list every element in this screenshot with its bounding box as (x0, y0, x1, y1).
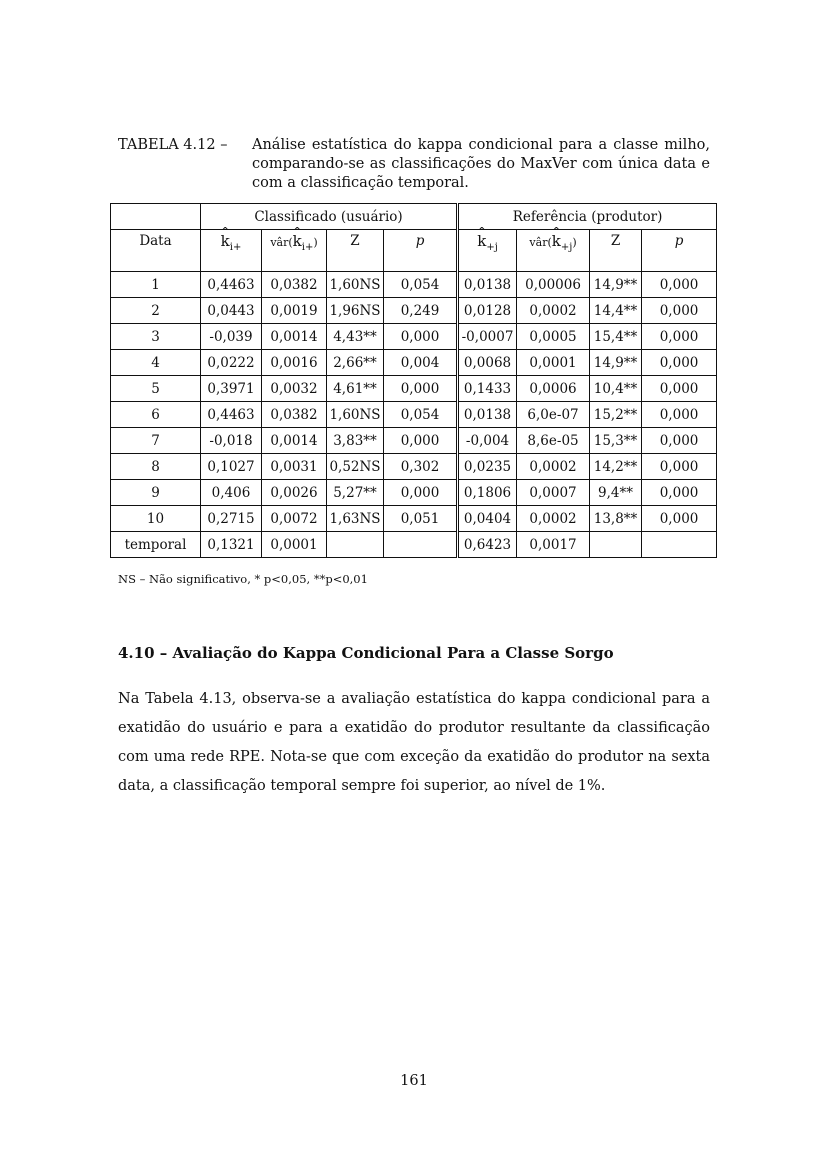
table-cell: 8,6e-05 (517, 428, 590, 454)
table-cell: 0,0138 (458, 272, 517, 298)
var-suffix: ) (572, 236, 577, 249)
table-cell: 0,054 (384, 402, 458, 428)
table-row (111, 506, 717, 532)
table-cell: 7 (111, 428, 201, 454)
table-cell: 0,000 (384, 428, 458, 454)
table-cell: 0,0032 (262, 376, 327, 402)
table-cell: 9 (111, 480, 201, 506)
table-cell: 2 (111, 298, 201, 324)
table-cell: 4,61** (327, 376, 384, 402)
col-header-p-user: p (384, 230, 458, 272)
section-heading: 4.10 – Avaliação do Kappa Condicional Para a Classe Sorgo (118, 644, 614, 662)
table-row (111, 532, 717, 558)
table-cell (327, 532, 384, 558)
k-user-subscript: i+ (301, 242, 314, 253)
table-cell: 4 (111, 350, 201, 376)
table-cell: 0,000 (642, 402, 717, 428)
caption-text: Análise estatística do kappa condicional para a classe milho, comparando-se as classificações do MaxVer com única data e com a classificação temporal. (252, 137, 710, 191)
table-cell: 0,000 (642, 324, 717, 350)
table-cell: 0,000 (642, 376, 717, 402)
table-caption (118, 136, 710, 193)
col-header-k-user (201, 230, 262, 272)
col-header-data: Data (111, 230, 201, 272)
table-cell (384, 532, 458, 558)
table-row (111, 428, 717, 454)
table-cell: 1 (111, 272, 201, 298)
col-header-var-user (262, 230, 327, 272)
table-cell: 0,00006 (517, 272, 590, 298)
empty-header-cell (111, 204, 201, 230)
col-header-var-producer (517, 230, 590, 272)
body-paragraph: Na Tabela 4.13, observa-se a avaliação estatística do kappa condicional para a exatidão do usuário e para a exatidão do produtor resultante da classificação com uma rede RPE. Nota-se que com exceção da exatidão do produtor na sexta data, a classificação temporal sempre foi superior, ao nível de 1%. (118, 691, 710, 794)
k-user-subscript: i+ (229, 242, 242, 253)
group-header-producer: Referência (produtor) (458, 204, 717, 230)
table-cell: 0,1433 (458, 376, 517, 402)
table-cell: 6 (111, 402, 201, 428)
table-cell: 4,43** (327, 324, 384, 350)
var-suffix: ) (313, 236, 318, 249)
table-cell: 0,000 (642, 272, 717, 298)
table-cell: 14,9** (590, 350, 642, 376)
table-cell: temporal (111, 532, 201, 558)
table-cell: 0,0005 (517, 324, 590, 350)
table-cell: 0,0017 (517, 532, 590, 558)
table-cell: 0,000 (384, 376, 458, 402)
table-cell: 1,96NS (327, 298, 384, 324)
table-cell: 10 (111, 506, 201, 532)
table-cell: 0,0014 (262, 428, 327, 454)
table-cell: 0,000 (642, 506, 717, 532)
col-header-p-producer: p (642, 230, 717, 272)
table-cell: 14,2** (590, 454, 642, 480)
var-prefix: vâr( (270, 236, 293, 249)
table-cell: 0,4463 (201, 272, 262, 298)
col-header-z-user: Z (327, 230, 384, 272)
table-cell: 0,004 (384, 350, 458, 376)
table-cell: 0,0404 (458, 506, 517, 532)
table-row (111, 298, 717, 324)
table-cell: 9,4** (590, 480, 642, 506)
table-row (111, 402, 717, 428)
table-cell: 0,0002 (517, 506, 590, 532)
table-cell: 8 (111, 454, 201, 480)
table-cell: 1,63NS (327, 506, 384, 532)
table-cell: 0,0072 (262, 506, 327, 532)
table-cell: 14,9** (590, 272, 642, 298)
caption-label: TABELA 4.12 – (118, 137, 228, 153)
table-note: NS – Não significativo, * p<0,05, **p<0,01 (118, 572, 368, 586)
table-cell: 5,27** (327, 480, 384, 506)
table-cell: 0,3971 (201, 376, 262, 402)
table-cell: 1,60NS (327, 272, 384, 298)
col-header-z-producer: Z (590, 230, 642, 272)
table-cell: 0,000 (642, 298, 717, 324)
table-cell: 0,249 (384, 298, 458, 324)
table-row (111, 272, 717, 298)
table-cell: 3 (111, 324, 201, 350)
table-cell: 0,000 (642, 480, 717, 506)
table-cell (642, 532, 717, 558)
table-cell: 0,0026 (262, 480, 327, 506)
table-cell: 6,0e-07 (517, 402, 590, 428)
k-hat-symbol: ^ k (477, 233, 486, 249)
table-cell: 0,1321 (201, 532, 262, 558)
table-cell: 0,0002 (517, 298, 590, 324)
table-cell: 0,0443 (201, 298, 262, 324)
table-cell: 10,4** (590, 376, 642, 402)
table-cell: 14,4** (590, 298, 642, 324)
table-cell: 0,0138 (458, 402, 517, 428)
table-cell: -0,039 (201, 324, 262, 350)
table-cell: 0,000 (384, 480, 458, 506)
table-cell: 15,3** (590, 428, 642, 454)
table-cell: 0,000 (642, 350, 717, 376)
table-cell: 0,302 (384, 454, 458, 480)
table-cell: 13,8** (590, 506, 642, 532)
table-cell: 0,0001 (262, 532, 327, 558)
table-cell: -0,018 (201, 428, 262, 454)
table-cell: 0,0006 (517, 376, 590, 402)
table-cell: -0,004 (458, 428, 517, 454)
table-cell: 0,0068 (458, 350, 517, 376)
table-row (111, 376, 717, 402)
table-cell: 0,52NS (327, 454, 384, 480)
col-header-k-producer (458, 230, 517, 272)
k-producer-subscript: +j (560, 242, 573, 253)
page-number: 161 (400, 1073, 428, 1089)
table-cell: 0,0002 (517, 454, 590, 480)
table-cell: 0,0019 (262, 298, 327, 324)
table-cell: 0,406 (201, 480, 262, 506)
table-cell: 3,83** (327, 428, 384, 454)
k-producer-subscript: +j (486, 242, 498, 253)
table-body (111, 272, 717, 558)
table-cell (590, 532, 642, 558)
kappa-table (110, 203, 717, 558)
table-cell: 15,4** (590, 324, 642, 350)
table-cell: 0,000 (642, 454, 717, 480)
table-row (111, 350, 717, 376)
table-cell: 1,60NS (327, 402, 384, 428)
table-row (111, 454, 717, 480)
table-cell: 0,0007 (517, 480, 590, 506)
k-hat-symbol: ^ k (293, 233, 302, 249)
var-prefix: vâr( (529, 236, 552, 249)
table-cell: 15,2** (590, 402, 642, 428)
table-cell: 0,1027 (201, 454, 262, 480)
group-header-row (111, 204, 717, 230)
column-header-row (111, 230, 717, 272)
table-cell: -0,0007 (458, 324, 517, 350)
table-cell: 0,0001 (517, 350, 590, 376)
table-cell: 0,000 (642, 428, 717, 454)
group-header-user: Classificado (usuário) (201, 204, 458, 230)
table-cell: 0,0382 (262, 402, 327, 428)
k-hat-symbol: ^ k (552, 233, 561, 249)
table-cell: 0,4463 (201, 402, 262, 428)
table-row (111, 480, 717, 506)
table-row (111, 324, 717, 350)
table-cell: 0,1806 (458, 480, 517, 506)
table-cell: 5 (111, 376, 201, 402)
table-cell: 0,0382 (262, 272, 327, 298)
table-cell: 0,0031 (262, 454, 327, 480)
table-cell: 0,0222 (201, 350, 262, 376)
table-cell: 0,2715 (201, 506, 262, 532)
table-cell: 0,000 (384, 324, 458, 350)
table-cell: 0,0128 (458, 298, 517, 324)
table-cell: 2,66** (327, 350, 384, 376)
table-cell: 0,0235 (458, 454, 517, 480)
table-cell: 0,054 (384, 272, 458, 298)
table-cell: 0,0014 (262, 324, 327, 350)
table-cell: 0,051 (384, 506, 458, 532)
k-hat-symbol: ^ k (221, 233, 230, 249)
table-cell: 0,0016 (262, 350, 327, 376)
table-cell: 0,6423 (458, 532, 517, 558)
